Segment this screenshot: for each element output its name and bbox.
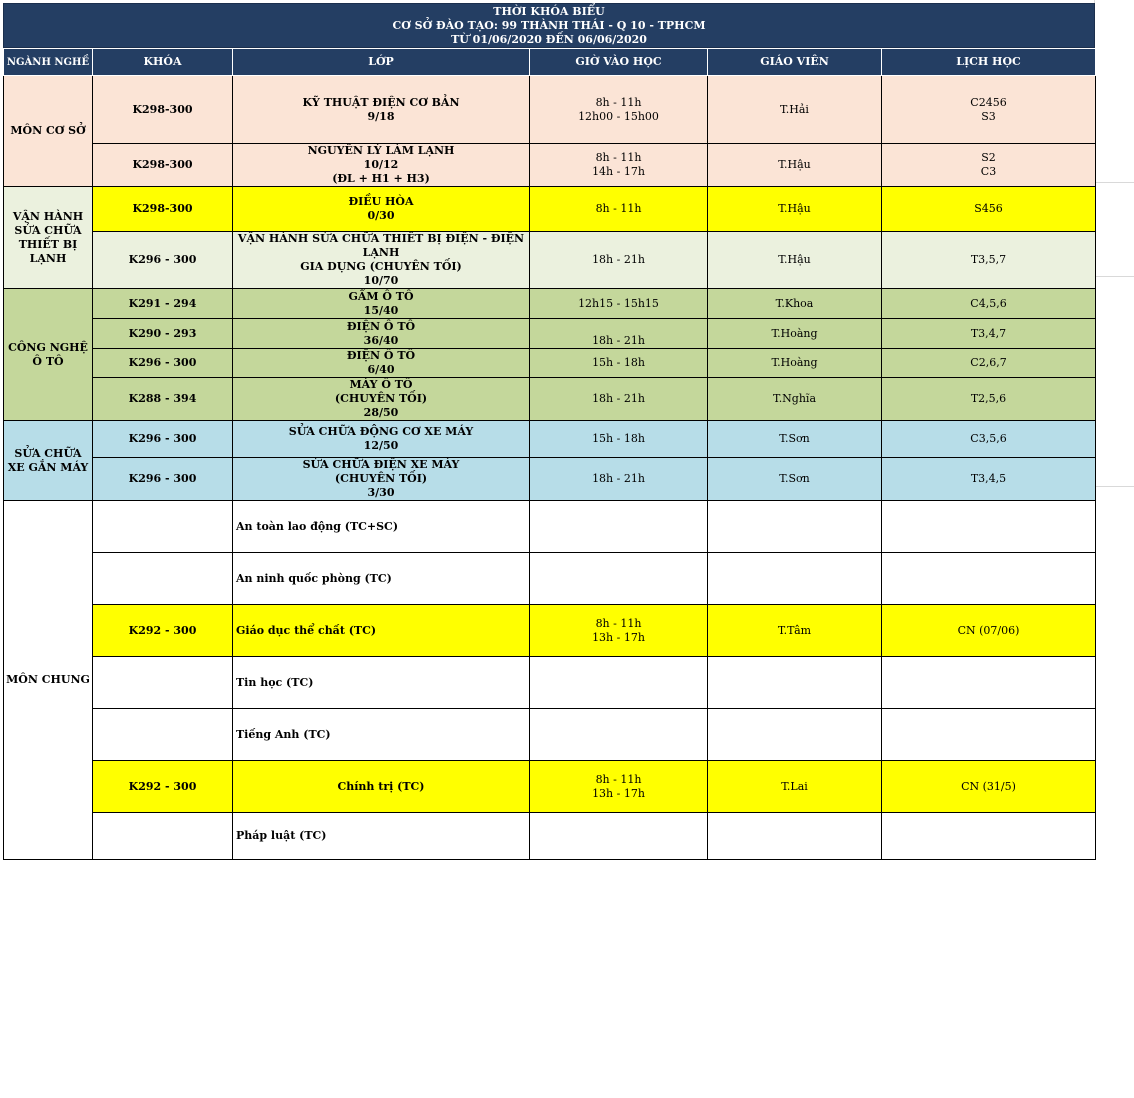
gio-line: 13h - 17h — [592, 786, 645, 800]
cell-lop[interactable] — [233, 289, 530, 319]
lop-line: SỬA CHỮA ĐỘNG CƠ XE MÁY — [288, 425, 474, 438]
cell-giaovien[interactable]: T.Hoàng — [708, 349, 882, 378]
cell-lop[interactable]: Chính trị (TC) — [233, 761, 530, 813]
cell-lich[interactable] — [882, 144, 1096, 187]
cell-lop[interactable] — [233, 458, 530, 501]
cell-giaovien[interactable]: T.Hậu — [708, 144, 882, 187]
cell-khoa[interactable] — [93, 501, 233, 553]
lich-line: C2456 — [970, 95, 1007, 109]
sheet-gridline — [1095, 182, 1134, 183]
cell-khoa[interactable] — [93, 813, 233, 860]
cell-lop[interactable] — [233, 144, 530, 187]
group-sua-chua-xe-gan-may[interactable]: SỬA CHỮA XE GẮN MÁY — [4, 421, 93, 501]
table-row — [4, 232, 1096, 289]
group-van-hanh-thiet-bi-lanh[interactable]: VẬN HÀNH SỬA CHỮA THIẾT BỊ LẠNH — [4, 187, 93, 289]
cell-giaovien[interactable]: T.Lai — [708, 761, 882, 813]
table-row — [4, 813, 1096, 860]
cell-lop[interactable]: Giáo dục thể chất (TC) — [233, 605, 530, 657]
header-row — [4, 49, 1096, 76]
cell-lop[interactable] — [233, 378, 530, 421]
table-row — [4, 605, 1096, 657]
cell-lop[interactable] — [233, 232, 530, 289]
lich-line: S3 — [981, 109, 996, 123]
cell-khoa[interactable] — [93, 657, 233, 709]
cell-giaovien[interactable]: T.Hoàng — [708, 319, 882, 349]
cell-lich[interactable]: C2,6,7 — [882, 349, 1096, 378]
cell-giaovien[interactable] — [708, 501, 882, 553]
cell-khoa[interactable]: K296 - 300 — [93, 421, 233, 458]
table-row — [4, 187, 1096, 232]
table-row — [4, 657, 1096, 709]
header-nganh[interactable]: NGÀNH NGHỀ — [4, 49, 93, 76]
lop-line: 0/30 — [367, 209, 395, 222]
gio-line: 8h - 11h — [595, 95, 642, 109]
lop-line: (CHUYÊN TỐI) — [334, 472, 428, 485]
table-row — [4, 76, 1096, 144]
cell-lop[interactable]: An toàn lao động (TC+SC) — [233, 501, 530, 553]
cell-lich[interactable]: C3,5,6 — [882, 421, 1096, 458]
gio-line: 8h - 11h — [595, 772, 642, 786]
table-row — [4, 553, 1096, 605]
lop-line: 9/18 — [367, 109, 395, 123]
cell-giaovien[interactable] — [708, 813, 882, 860]
lich-line: S2 — [981, 151, 996, 164]
lop-line: (CHUYÊN TỐI) — [334, 392, 428, 405]
cell-lich[interactable] — [882, 501, 1096, 553]
cell-khoa[interactable]: K298-300 — [93, 187, 233, 232]
cell-gio[interactable] — [530, 144, 708, 187]
cell-khoa[interactable]: K298-300 — [93, 144, 233, 187]
group-mon-co-so[interactable]: MÔN CƠ SỞ — [4, 76, 93, 187]
cell-lop[interactable] — [233, 76, 530, 144]
cell-khoa[interactable]: K290 - 293 — [93, 319, 233, 349]
lop-line: 28/50 — [363, 406, 399, 419]
table-row — [4, 289, 1096, 319]
cell-lich[interactable]: T3,4,5 — [882, 458, 1096, 501]
cell-lich[interactable]: T3,5,7 — [882, 232, 1096, 289]
lich-line: C3 — [980, 165, 997, 178]
lop-line: 3/30 — [367, 486, 395, 499]
table-row — [4, 761, 1096, 813]
cell-lop[interactable] — [233, 319, 530, 349]
cell-lich[interactable]: C4,5,6 — [882, 289, 1096, 319]
lop-line: VẬN HÀNH SỬA CHỮA THIẾT BỊ ĐIỆN - ĐIỆN LẠNH — [237, 232, 525, 259]
header-khoa[interactable]: KHÓA — [93, 49, 233, 76]
cell-lich[interactable]: S456 — [882, 187, 1096, 232]
cell-gio[interactable]: 15h - 18h — [530, 421, 708, 458]
gio-line: 8h - 11h — [595, 616, 642, 630]
cell-gio[interactable]: 15h - 18h — [530, 349, 708, 378]
cell-khoa[interactable]: K298-300 — [93, 76, 233, 144]
cell-lich[interactable]: T2,5,6 — [882, 378, 1096, 421]
table-row — [4, 421, 1096, 458]
lop-line: ĐIỆN Ô TÔ — [346, 319, 416, 333]
cell-giaovien[interactable] — [708, 657, 882, 709]
header-giaovien[interactable]: GIÁO VIÊN — [708, 49, 882, 76]
cell-gio[interactable] — [530, 761, 708, 813]
title-bar[interactable] — [3, 3, 1095, 48]
lop-line: 6/40 — [367, 363, 395, 376]
cell-gio[interactable]: 8h - 11h — [530, 187, 708, 232]
cell-giaovien[interactable]: T.Hậu — [708, 232, 882, 289]
cell-khoa[interactable] — [93, 709, 233, 761]
cell-gio[interactable]: 18h - 21h — [530, 458, 708, 501]
lop-line: 15/40 — [363, 303, 399, 317]
lop-line: MÁY Ô TÔ — [349, 378, 413, 391]
group-cong-nghe-o-to[interactable]: CÔNG NGHỆ Ô TÔ — [4, 289, 93, 421]
cell-giaovien[interactable]: T.Hậu — [708, 187, 882, 232]
cell-khoa[interactable]: K288 - 394 — [93, 378, 233, 421]
cell-khoa[interactable]: K296 - 300 — [93, 349, 233, 378]
table-row — [4, 501, 1096, 553]
cell-gio[interactable] — [530, 813, 708, 860]
title-line-2: CƠ SỞ ĐÀO TẠO: 99 THÀNH THÁI - Q 10 - TPHCM — [392, 19, 706, 32]
cell-lich[interactable]: T3,4,7 — [882, 319, 1096, 349]
cell-giaovien[interactable]: T.Khoa — [708, 289, 882, 319]
cell-lop[interactable]: Tin học (TC) — [233, 657, 530, 709]
table-row — [4, 709, 1096, 761]
cell-lop[interactable] — [233, 187, 530, 232]
cell-lich[interactable] — [882, 657, 1096, 709]
cell-lich[interactable]: CN (31/5) — [882, 761, 1096, 813]
cell-khoa[interactable]: K292 - 300 — [93, 605, 233, 657]
cell-giaovien[interactable]: T.Sơn — [708, 421, 882, 458]
cell-khoa[interactable]: K296 - 300 — [93, 458, 233, 501]
cell-lop[interactable]: An ninh quốc phòng (TC) — [233, 553, 530, 605]
cell-lich[interactable]: CN (07/06) — [882, 605, 1096, 657]
cell-lich[interactable] — [882, 813, 1096, 860]
lop-line: 10/70 — [363, 274, 399, 287]
group-mon-chung[interactable]: MÔN CHUNG — [4, 501, 93, 860]
cell-gio[interactable] — [530, 657, 708, 709]
cell-lich[interactable] — [882, 709, 1096, 761]
cell-khoa[interactable]: K296 - 300 — [93, 232, 233, 289]
cell-khoa[interactable]: K291 - 294 — [93, 289, 233, 319]
cell-lop[interactable]: Tiếng Anh (TC) — [233, 709, 530, 761]
cell-gio[interactable]: 18h - 21h — [530, 232, 708, 289]
timetable — [3, 48, 1096, 860]
sheet-gridline — [1095, 486, 1134, 487]
gio-line: 12h00 - 15h00 — [578, 109, 659, 123]
table-row — [4, 144, 1096, 187]
header-lop[interactable]: LỚP — [233, 49, 530, 76]
timetable-sheet — [3, 3, 1095, 860]
title-line-3: TỪ 01/06/2020 ĐẾN 06/06/2020 — [451, 33, 647, 46]
cell-giaovien[interactable]: T.Tâm — [708, 605, 882, 657]
lop-line: KỸ THUẬT ĐIỆN CƠ BẢN — [302, 95, 460, 109]
cell-khoa[interactable]: K292 - 300 — [93, 761, 233, 813]
cell-lop[interactable]: Pháp luật (TC) — [233, 813, 530, 860]
gio-line: 14h - 17h — [592, 165, 645, 178]
lop-line: ĐIỀU HÒA — [348, 195, 414, 208]
cell-lop[interactable] — [233, 421, 530, 458]
header-gio[interactable]: GIỜ VÀO HỌC — [530, 49, 708, 76]
lop-line: 36/40 — [363, 333, 399, 347]
cell-giaovien[interactable]: T.Sơn — [708, 458, 882, 501]
lop-line: 12/50 — [363, 439, 399, 452]
cell-giaovien[interactable] — [708, 709, 882, 761]
lop-line: (ĐL + H1 + H3) — [332, 172, 430, 185]
gio-line: 8h - 11h — [595, 151, 642, 164]
cell-giaovien[interactable] — [708, 553, 882, 605]
gio-line: 13h - 17h — [592, 630, 645, 644]
cell-gio[interactable] — [530, 709, 708, 761]
cell-gio[interactable] — [530, 605, 708, 657]
cell-gio[interactable] — [530, 553, 708, 605]
table-row — [4, 349, 1096, 378]
cell-lich[interactable] — [882, 553, 1096, 605]
table-row — [4, 378, 1096, 421]
cell-gio[interactable]: 12h15 - 15h15 — [530, 289, 708, 319]
lop-line: NGUYÊN LÝ LÀM LẠNH — [307, 144, 455, 157]
lop-line: ĐIỆN Ô TÔ — [346, 349, 416, 362]
lop-line: GIA DỤNG (CHUYÊN TỐI) — [300, 260, 462, 273]
cell-gio[interactable] — [530, 501, 708, 553]
cell-lop[interactable] — [233, 349, 530, 378]
title-line-1: THỜI KHÓA BIỂU — [493, 5, 605, 18]
cell-gio[interactable] — [530, 76, 708, 144]
cell-lich[interactable] — [882, 76, 1096, 144]
lop-line: GẦM Ô TÔ — [348, 289, 414, 303]
lop-line: SỬA CHỮA ĐIỆN XE MÁY — [302, 458, 460, 471]
cell-gio[interactable]: 18h - 21h — [530, 319, 708, 349]
cell-gio[interactable]: 18h - 21h — [530, 378, 708, 421]
sheet-gridline — [1095, 276, 1134, 277]
cell-giaovien[interactable]: T.Nghĩa — [708, 378, 882, 421]
table-row — [4, 458, 1096, 501]
cell-giaovien[interactable]: T.Hải — [708, 76, 882, 144]
table-row — [4, 319, 1096, 349]
header-lich[interactable]: LỊCH HỌC — [882, 49, 1096, 76]
cell-khoa[interactable] — [93, 553, 233, 605]
lop-line: 10/12 — [363, 158, 399, 171]
